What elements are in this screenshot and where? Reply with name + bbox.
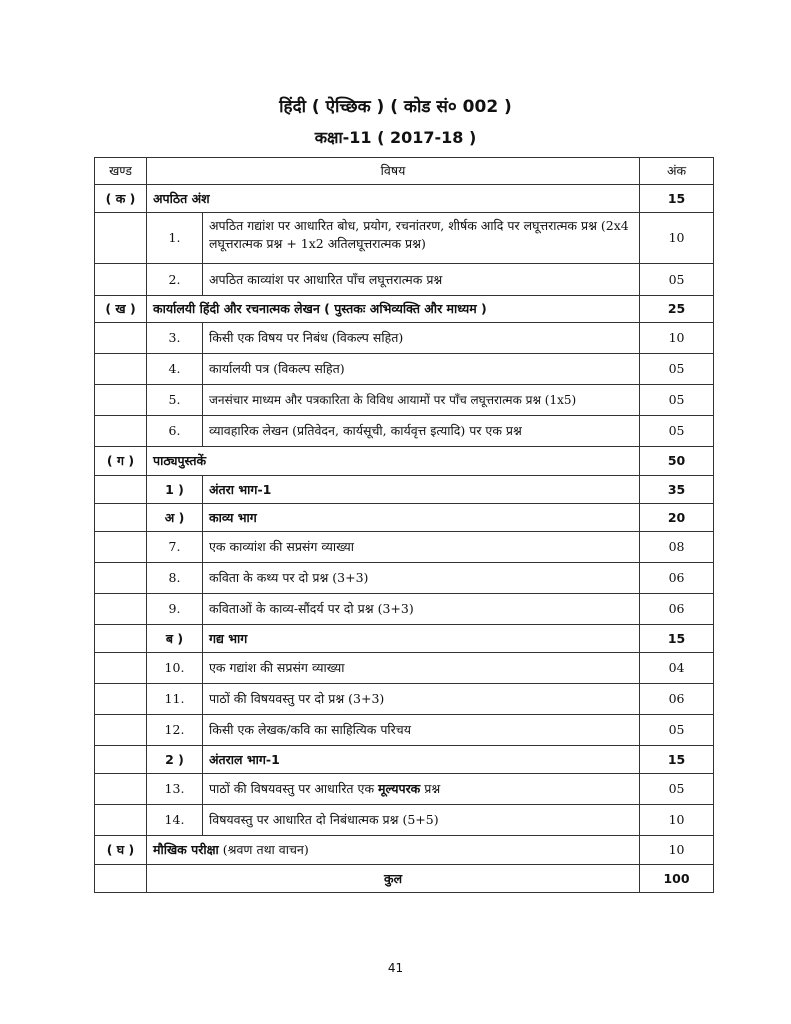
subsection-title: काव्य भाग [203,504,640,532]
table-row [95,715,714,746]
section-marks: 50 [640,447,714,476]
item-number: 2. [147,264,203,296]
item-marks: 05 [640,774,714,805]
item-text: कविता के कथ्य पर दो प्रश्न (3+3) [203,563,640,594]
subsection-number: अ ) [147,504,203,532]
header-marks: अंक [640,158,714,185]
section-title: पाठ्यपुस्तकें [147,447,640,476]
section-marks: 10 [640,836,714,865]
table-row [95,323,714,354]
item-marks: 05 [640,354,714,385]
item-text: एक गद्यांश की सप्रसंग व्याख्या [203,653,640,684]
subsection-title: गद्य भाग [203,625,640,653]
item-number: 7. [147,532,203,563]
section-title: अपठित अंश [147,185,640,213]
header-subject: विषय [147,158,640,185]
item-marks: 08 [640,532,714,563]
table-row [95,774,714,805]
table-row [95,532,714,563]
item-text: अपठित काव्यांश पर आधारित पाँच लघूत्तरात्मक प्रश्न [203,264,640,296]
item-marks: 10 [640,805,714,836]
item-text: कविताओं के काव्य-सौंदर्य पर दो प्रश्न (3+3) [203,594,640,625]
item-marks: 05 [640,715,714,746]
item-marks: 06 [640,684,714,715]
header-section: खण्ड [95,158,147,185]
item-marks: 10 [640,213,714,264]
subsection-row [95,504,714,532]
section-marks: 15 [640,185,714,213]
page-number: 41 [387,961,404,975]
section-label: ( क ) [95,185,147,213]
section-title: कार्यालयी हिंदी और रचनात्मक लेखन ( पुस्तकः अभिव्यक्ति और माध्यम ) [147,296,640,323]
subsection-row [95,746,714,774]
item-number: 14. [147,805,203,836]
subsection-marks: 20 [640,504,714,532]
item-marks: 06 [640,563,714,594]
section-row [95,296,714,323]
item-text [203,774,640,805]
table-row [95,354,714,385]
item-number: 4. [147,354,203,385]
item-number: 10. [147,653,203,684]
table-row [95,594,714,625]
section-row [95,447,714,476]
item-marks: 05 [640,385,714,416]
subsection-marks: 15 [640,625,714,653]
table-row [95,805,714,836]
item-text-pre: पाठों की विषयवस्तु पर आधारित एक [209,781,379,796]
item-text: विषयवस्तु पर आधारित दो निबंधात्मक प्रश्न (5+5) [203,805,640,836]
subsection-marks: 15 [640,746,714,774]
table-header-row [95,158,714,185]
syllabus-table [94,157,714,893]
subsection-number: ब ) [147,625,203,653]
item-number: 12. [147,715,203,746]
page-title: हिंदी ( ऐच्छिक ) ( कोड सं० 002 ) [279,97,512,117]
section-label: ( ग ) [95,447,147,476]
section-title [147,836,640,865]
section-marks: 25 [640,296,714,323]
item-text: व्यावहारिक लेखन (प्रतिवेदन, कार्यसूची, कार्यवृत्त इत्यादि) पर एक प्रश्न [203,416,640,447]
item-number: 1. [147,213,203,264]
total-label: कुल [147,865,640,893]
item-text-emphasis: मूल्यपरक [378,781,421,796]
subsection-row [95,476,714,504]
table-row [95,213,714,264]
item-text: कार्यालयी पत्र (विकल्प सहित) [203,354,640,385]
total-row [95,865,714,893]
table-row [95,563,714,594]
subsection-marks: 35 [640,476,714,504]
item-text: किसी एक लेखक/कवि का साहित्यिक परिचय [203,715,640,746]
item-number: 13. [147,774,203,805]
section-title-bold: मौखिक परीक्षा [153,842,219,857]
section-label: ( ख ) [95,296,147,323]
table-row [95,264,714,296]
subsection-title: अंतरा भाग-1 [203,476,640,504]
table-row [95,684,714,715]
section-row [95,836,714,865]
item-number: 9. [147,594,203,625]
subsection-number: 1 ) [147,476,203,504]
subsection-row [95,625,714,653]
item-text-post: प्रश्न [420,781,441,796]
item-text: एक काव्यांश की सप्रसंग व्याख्या [203,532,640,563]
table-row [95,385,714,416]
section-label: ( घ ) [95,836,147,865]
item-number: 5. [147,385,203,416]
item-number: 3. [147,323,203,354]
item-marks: 06 [640,594,714,625]
table-row [95,416,714,447]
item-marks: 04 [640,653,714,684]
item-marks: 10 [640,323,714,354]
section-title-rest: (श्रवण तथा वाचन) [218,842,309,857]
item-text: अपठित गद्यांश पर आधारित बोध, प्रयोग, रचनांतरण, शीर्षक आदि पर लघूत्तरात्मक प्रश्न (2x4 लघूत्तरात्मक प्रश्न + 1x2 अतिलघूत्तरात्मक प्रश्न) [203,213,640,264]
item-number: 6. [147,416,203,447]
item-text: किसी एक विषय पर निबंध (विकल्प सहित) [203,323,640,354]
item-marks: 05 [640,264,714,296]
item-marks: 05 [640,416,714,447]
total-marks: 100 [640,865,714,893]
page-subtitle: कक्षा-11 ( 2017-18 ) [314,128,477,147]
item-text: जनसंचार माध्यम और पत्रकारिता के विविध आयामों पर पाँच लघूत्तरात्मक प्रश्न (1x5) [203,385,640,416]
section-row [95,185,714,213]
subsection-number: 2 ) [147,746,203,774]
item-text: पाठों की विषयवस्तु पर दो प्रश्न (3+3) [203,684,640,715]
item-number: 11. [147,684,203,715]
table-row [95,653,714,684]
item-number: 8. [147,563,203,594]
subsection-title: अंतराल भाग-1 [203,746,640,774]
